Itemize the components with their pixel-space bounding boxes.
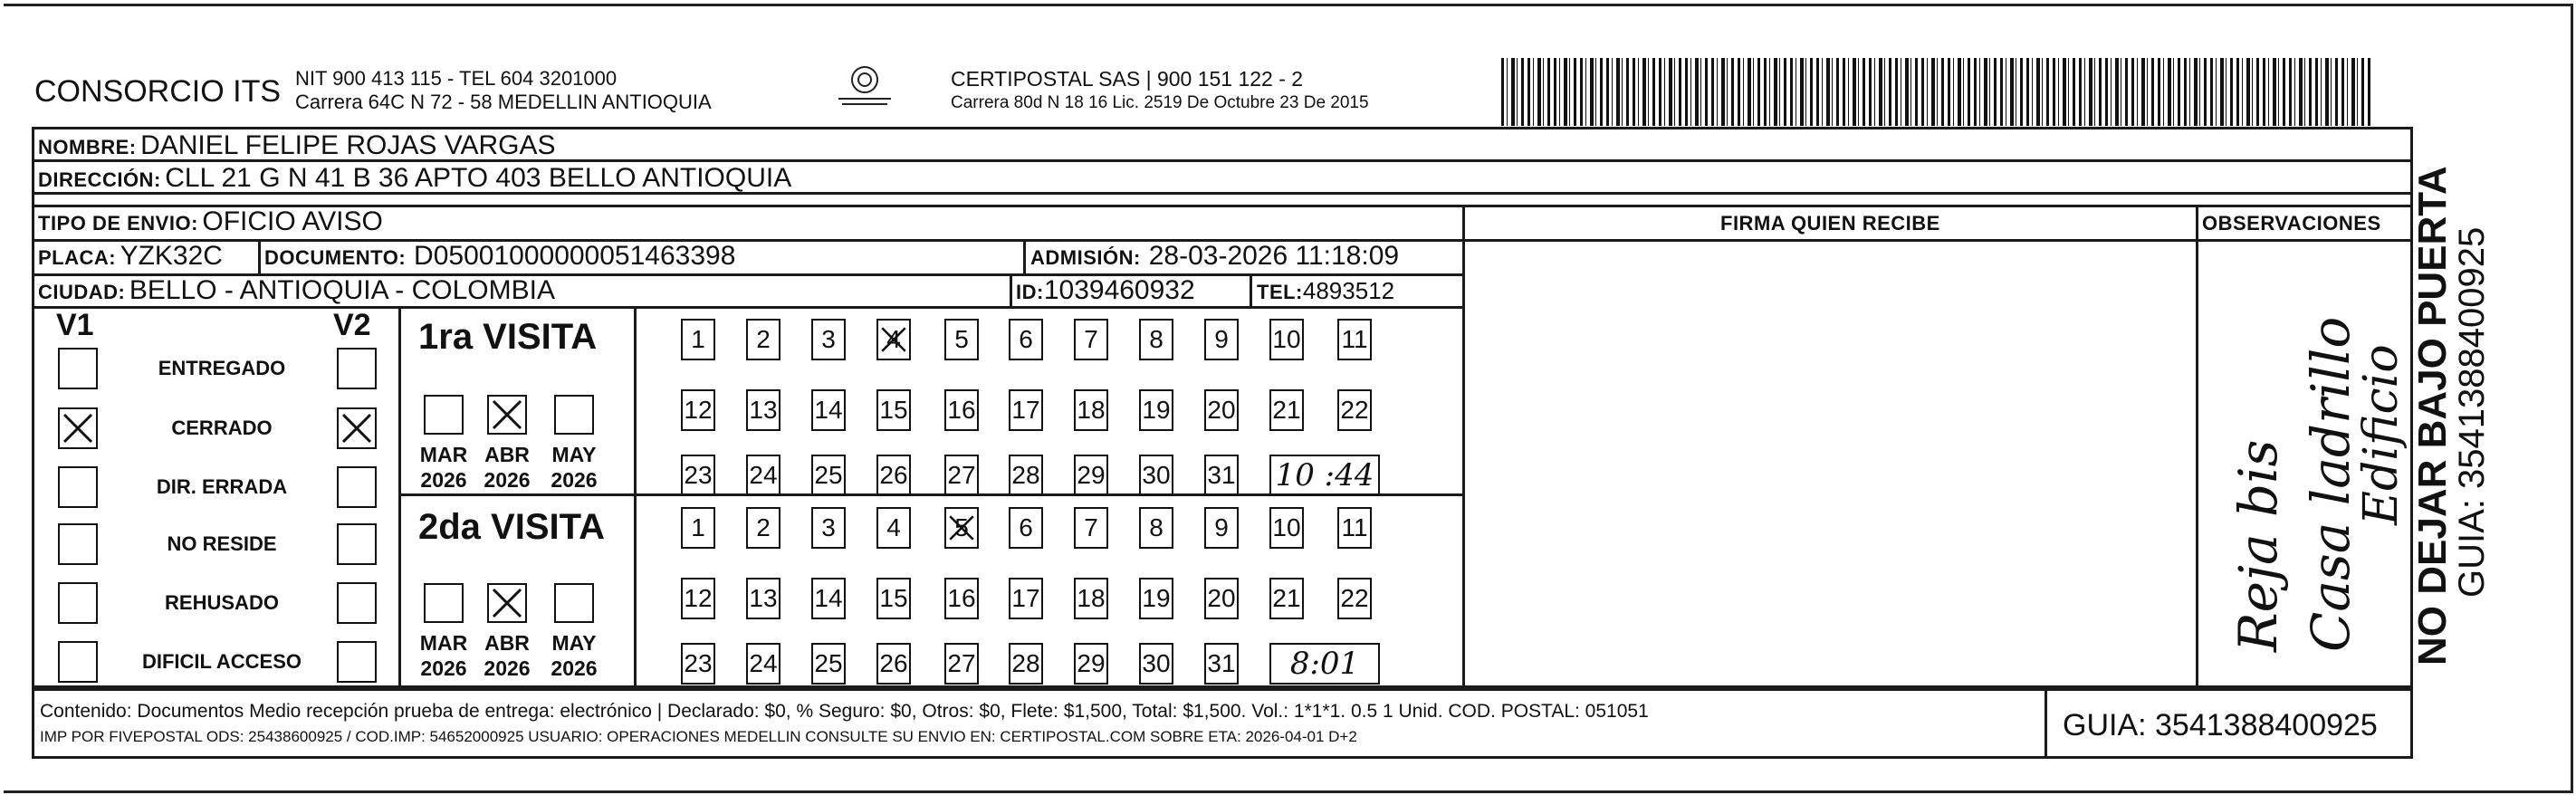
direccion-field: DIRECCIÓN: CLL 21 G N 41 B 36 APTO 403 BELLO ANTIOQUIA [38, 163, 792, 193]
first-visit-day-box[interactable]: 27 [944, 455, 979, 496]
first-visit-day-box[interactable]: 30 [1139, 455, 1173, 496]
first-visit-day-box[interactable]: 10 [1269, 319, 1304, 360]
carrier-name: CERTIPOSTAL SAS | 900 151 122 - 2 [951, 67, 1304, 91]
second-visit-day-box[interactable]: 26 [876, 643, 911, 685]
id-field: ID:1039460932 [1016, 275, 1195, 305]
v1-checkbox[interactable] [58, 466, 98, 508]
v1-checkbox[interactable] [58, 348, 98, 389]
second-visit-day-box[interactable]: 16 [944, 578, 979, 619]
v1-checkbox[interactable] [58, 582, 98, 624]
admision-value: 28-03-2026 11:18:09 [1148, 241, 1400, 271]
first-visit-title: 1ra VISITA [418, 317, 598, 357]
direccion-value: CLL 21 G N 41 B 36 APTO 403 BELLO ANTIOQUIA [165, 163, 792, 193]
second-visit-month-checkbox[interactable] [487, 583, 527, 623]
second-visit-day-box[interactable]: 19 [1139, 578, 1173, 619]
firma-label: FIRMA QUIEN RECIBE [1720, 212, 1940, 235]
documento-value: D05001000000051463398 [414, 241, 736, 271]
first-visit-day-box[interactable]: 23 [681, 455, 715, 496]
status-label: CERRADO [171, 417, 273, 439]
nombre-field: NOMBRE: DANIEL FELIPE ROJAS VARGAS [38, 130, 556, 160]
second-visit-day-box[interactable]: 18 [1074, 578, 1108, 619]
second-visit-time-box: 8:01 [1269, 643, 1380, 685]
tipo-field: TIPO DE ENVIO: OFICIO AVISO [38, 206, 383, 236]
first-visit-day-box[interactable]: 29 [1074, 455, 1108, 496]
guia-footer: GUIA: 3541388400925 [2063, 708, 2378, 742]
side-warning: NO DEJAR BAJO PUERTA [2410, 166, 2455, 666]
first-visit-day-box[interactable]: 5 [944, 319, 979, 360]
first-visit-day-box[interactable]: 25 [811, 455, 846, 496]
second-visit-day-box[interactable]: 3 [811, 507, 846, 549]
handwriting-note: Reja bis [2227, 439, 2289, 652]
handwriting-note-2: Casa ladrillo [2300, 316, 2361, 652]
first-visit-day-box[interactable]: 28 [1009, 455, 1043, 496]
second-visit-day-box[interactable]: 20 [1204, 578, 1239, 619]
first-visit-day-box[interactable]: 2 [746, 319, 780, 360]
second-visit-month-label: MAR 2026 [419, 631, 468, 680]
second-visit-day-box[interactable]: 11 [1337, 507, 1372, 549]
second-visit-day-box[interactable]: 23 [681, 643, 715, 685]
second-visit-day-box[interactable]: 4 [876, 507, 911, 549]
status-label: REHUSADO [165, 591, 279, 614]
status-label: DIFICIL ACCESO [141, 650, 302, 673]
first-visit-day-box[interactable]: 24 [746, 455, 780, 496]
second-visit-day-box[interactable]: 15 [876, 578, 911, 619]
first-visit-day-box[interactable]: 17 [1009, 389, 1043, 431]
company-address: Carrera 64C N 72 - 58 MEDELLIN ANTIOQUIA [295, 91, 712, 113]
first-visit-day-box[interactable]: 6 [1009, 319, 1043, 360]
first-visit-day-box[interactable]: 14 [811, 389, 846, 431]
second-visit-month-checkbox[interactable] [424, 583, 464, 623]
second-visit-day-box[interactable]: 24 [746, 643, 780, 685]
second-visit-month-checkbox[interactable] [554, 583, 594, 623]
company-name: CONSORCIO ITS [34, 74, 282, 109]
second-visit-day-box[interactable]: 9 [1204, 507, 1239, 549]
second-visit-day-box[interactable]: 25 [811, 643, 846, 685]
id-value: 1039460932 [1043, 275, 1195, 305]
status-label: ENTREGADO [158, 357, 286, 379]
v2-checkbox[interactable] [337, 582, 377, 624]
v1-header: V1 [56, 308, 94, 342]
v2-checkbox[interactable] [337, 466, 377, 508]
v1-checkbox[interactable] [58, 407, 98, 449]
tel-field: TEL:4893512 [1257, 277, 1395, 304]
first-visit-day-box[interactable]: 22 [1337, 389, 1372, 431]
first-visit-day-box[interactable]: 16 [944, 389, 979, 431]
second-visit-day-box[interactable]: 7 [1074, 507, 1108, 549]
placa-value: YZK32C [120, 241, 223, 271]
first-visit-month-label: MAY 2026 [551, 443, 598, 492]
ciudad-field: CIUDAD: BELLO - ANTIOQUIA - COLOMBIA [38, 275, 555, 305]
second-visit-title: 2da VISITA [418, 507, 605, 547]
first-visit-day-box[interactable]: 1 [681, 319, 715, 360]
contents-line: Contenido: Documentos Medio recepción prueba de entrega: electrónico | Declarado: $0, % Seguro: $0, Otros: $0, Flete: $1,500, Total: $1,500. Vol.: 1*1*1. 0.5 1 Unid. COD. POSTAL: 051051 [40, 701, 1649, 722]
first-visit-day-box[interactable]: 31 [1204, 455, 1239, 496]
second-visit-day-box[interactable]: 12 [681, 578, 715, 619]
second-visit-day-box[interactable]: 14 [811, 578, 846, 619]
first-visit-day-box[interactable]: 4 [876, 319, 911, 360]
second-visit-day-box[interactable]: 21 [1269, 578, 1304, 619]
first-visit-day-box[interactable]: 11 [1337, 319, 1372, 360]
v2-checkbox[interactable] [337, 641, 377, 683]
second-visit-day-box[interactable]: 1 [681, 507, 715, 549]
v2-header: V2 [333, 308, 371, 342]
second-visit-day-box[interactable]: 17 [1009, 578, 1043, 619]
handwriting-note-3: Edificio [2354, 344, 2408, 525]
first-visit-month-label: ABR 2026 [484, 443, 531, 492]
v2-checkbox[interactable] [337, 523, 377, 565]
barcode [1501, 58, 2372, 126]
first-visit-day-box[interactable]: 7 [1074, 319, 1108, 360]
second-visit-month-label: MAY 2026 [551, 631, 598, 680]
carrier-address: Carrera 80d N 18 16 Lic. 2519 De Octubre 23 De 2015 [951, 93, 1369, 112]
second-visit-day-box[interactable]: 13 [746, 578, 780, 619]
v1-checkbox[interactable] [58, 523, 98, 565]
first-visit-day-box[interactable]: 12 [681, 389, 715, 431]
observaciones-label: OBSERVACIONES [2202, 212, 2381, 235]
first-visit-month-checkbox[interactable] [554, 395, 594, 435]
first-visit-day-box[interactable]: 15 [876, 389, 911, 431]
second-visit-day-box[interactable]: 5 [944, 507, 979, 549]
second-visit-month-label: ABR 2026 [484, 631, 531, 680]
company-nit: NIT 900 413 115 - TEL 604 3201000 [295, 67, 618, 90]
status-label: NO RESIDE [167, 532, 277, 555]
first-visit-day-box[interactable]: 19 [1139, 389, 1173, 431]
certipostal-logo [833, 63, 896, 109]
placa-field: PLACA: YZK32C [38, 241, 223, 271]
first-visit-day-box[interactable]: 3 [811, 319, 846, 360]
nombre-value: DANIEL FELIPE ROJAS VARGAS [140, 130, 556, 160]
second-visit-day-box[interactable]: 31 [1204, 643, 1239, 685]
second-visit-day-box[interactable]: 6 [1009, 507, 1043, 549]
first-visit-day-box[interactable]: 26 [876, 455, 911, 496]
first-visit-day-box[interactable]: 13 [746, 389, 780, 431]
first-visit-day-box[interactable]: 20 [1204, 389, 1239, 431]
ciudad-value: BELLO - ANTIOQUIA - COLOMBIA [129, 275, 555, 305]
second-visit-day-box[interactable]: 10 [1269, 507, 1304, 549]
first-visit-day-box[interactable]: 9 [1204, 319, 1239, 360]
second-visit-day-box[interactable]: 29 [1074, 643, 1108, 685]
v1-checkbox[interactable] [58, 641, 98, 683]
first-visit-day-box[interactable]: 8 [1139, 319, 1173, 360]
first-visit-time-box: 10 :44 [1269, 455, 1380, 496]
second-visit-day-box[interactable]: 2 [746, 507, 780, 549]
v2-checkbox[interactable] [337, 348, 377, 389]
first-visit-day-box[interactable]: 21 [1269, 389, 1304, 431]
admision-field: ADMISIÓN: 28-03-2026 11:18:09 [1030, 241, 1400, 271]
v2-checkbox[interactable] [337, 407, 377, 449]
second-visit-day-box[interactable]: 8 [1139, 507, 1173, 549]
first-visit-month-checkbox[interactable] [487, 395, 527, 435]
documento-field: DOCUMENTO: D05001000000051463398 [264, 241, 736, 271]
first-visit-month-label: MAR 2026 [419, 443, 468, 492]
tipo-value: OFICIO AVISO [202, 206, 383, 236]
second-visit-day-box[interactable]: 30 [1139, 643, 1173, 685]
second-visit-day-box[interactable]: 22 [1337, 578, 1372, 619]
second-visit-day-box[interactable]: 28 [1009, 643, 1043, 685]
imp-line: IMP POR FIVEPOSTAL ODS: 25438600925 / COD.IMP: 54652000925 USUARIO: OPERACIONES MEDELLIN CONSULTE SU ENVIO EN: CERTIPOSTAL.COM SOBRE ETA: 2026-04-01 D+2 [40, 728, 1357, 745]
first-visit-month-checkbox[interactable] [424, 395, 464, 435]
second-visit-day-box[interactable]: 27 [944, 643, 979, 685]
footer-box [32, 688, 2413, 759]
first-visit-day-box[interactable]: 18 [1074, 389, 1108, 431]
tel-value: 4893512 [1302, 277, 1395, 304]
status-label: DIR. ERRADA [156, 475, 288, 498]
side-guia: GUIA: 3541388400925 [2452, 226, 2492, 598]
